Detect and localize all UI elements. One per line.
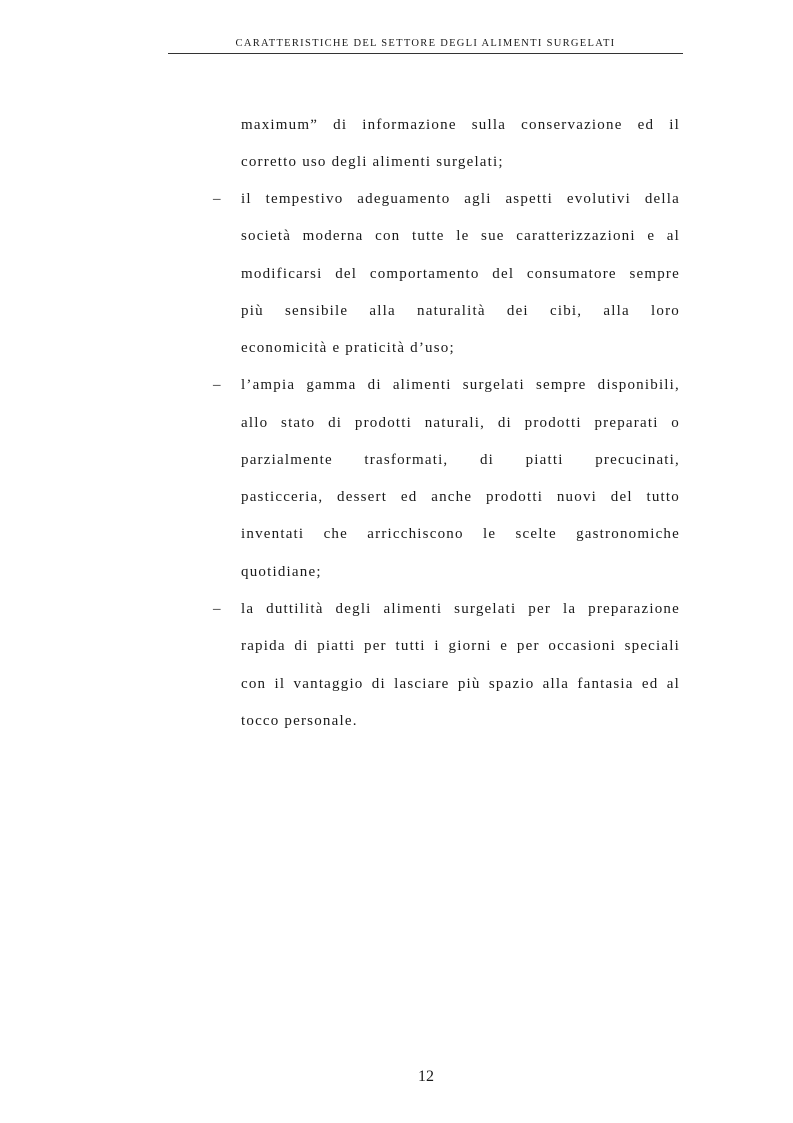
text-line: la duttilità degli alimenti surgelati per la preparazione (241, 601, 680, 617)
text-line: parzialmente trasformati, di piatti precucinati, (241, 452, 680, 468)
text-line: corretto uso degli alimenti surgelati; (241, 154, 504, 170)
text-line: economicità e praticità d’uso; (241, 340, 455, 356)
text-line: tocco personale. (241, 713, 358, 729)
text-line: inventati che arricchiscono le scelte gastronomiche (241, 526, 680, 542)
text-line: maximum” di informazione sulla conservazione ed il (241, 117, 680, 133)
bullet-dash: – (213, 377, 221, 393)
text-line: più sensibile alla naturalità dei cibi, alla loro (241, 303, 680, 319)
text-line: pasticceria, dessert ed anche prodotti nuovi del tutto (241, 489, 680, 505)
text-line: rapida di piatti per tutti i giorni e per occasioni speciali (241, 638, 680, 654)
text-line: modificarsi del comportamento del consumatore sempre (241, 266, 680, 282)
text-line: allo stato di prodotti naturali, di prodotti preparati o (241, 415, 680, 431)
text-line: l’ampia gamma di alimenti surgelati sempre disponibili, (241, 377, 680, 393)
text-line: quotidiane; (241, 564, 322, 580)
bullet-dash: – (213, 601, 221, 617)
page-number: 12 (418, 1068, 434, 1085)
bullet-dash: – (213, 191, 221, 207)
text-line: il tempestivo adeguamento agli aspetti evolutivi della (241, 191, 680, 207)
running-header-title: CARATTERISTICHE DEL SETTORE DEGLI ALIMENTI SURGELATI (235, 38, 616, 49)
text-line: società moderna con tutte le sue caratterizzazioni e al (241, 228, 680, 244)
text-line: con il vantaggio di lasciare più spazio alla fantasia ed al (241, 676, 680, 692)
